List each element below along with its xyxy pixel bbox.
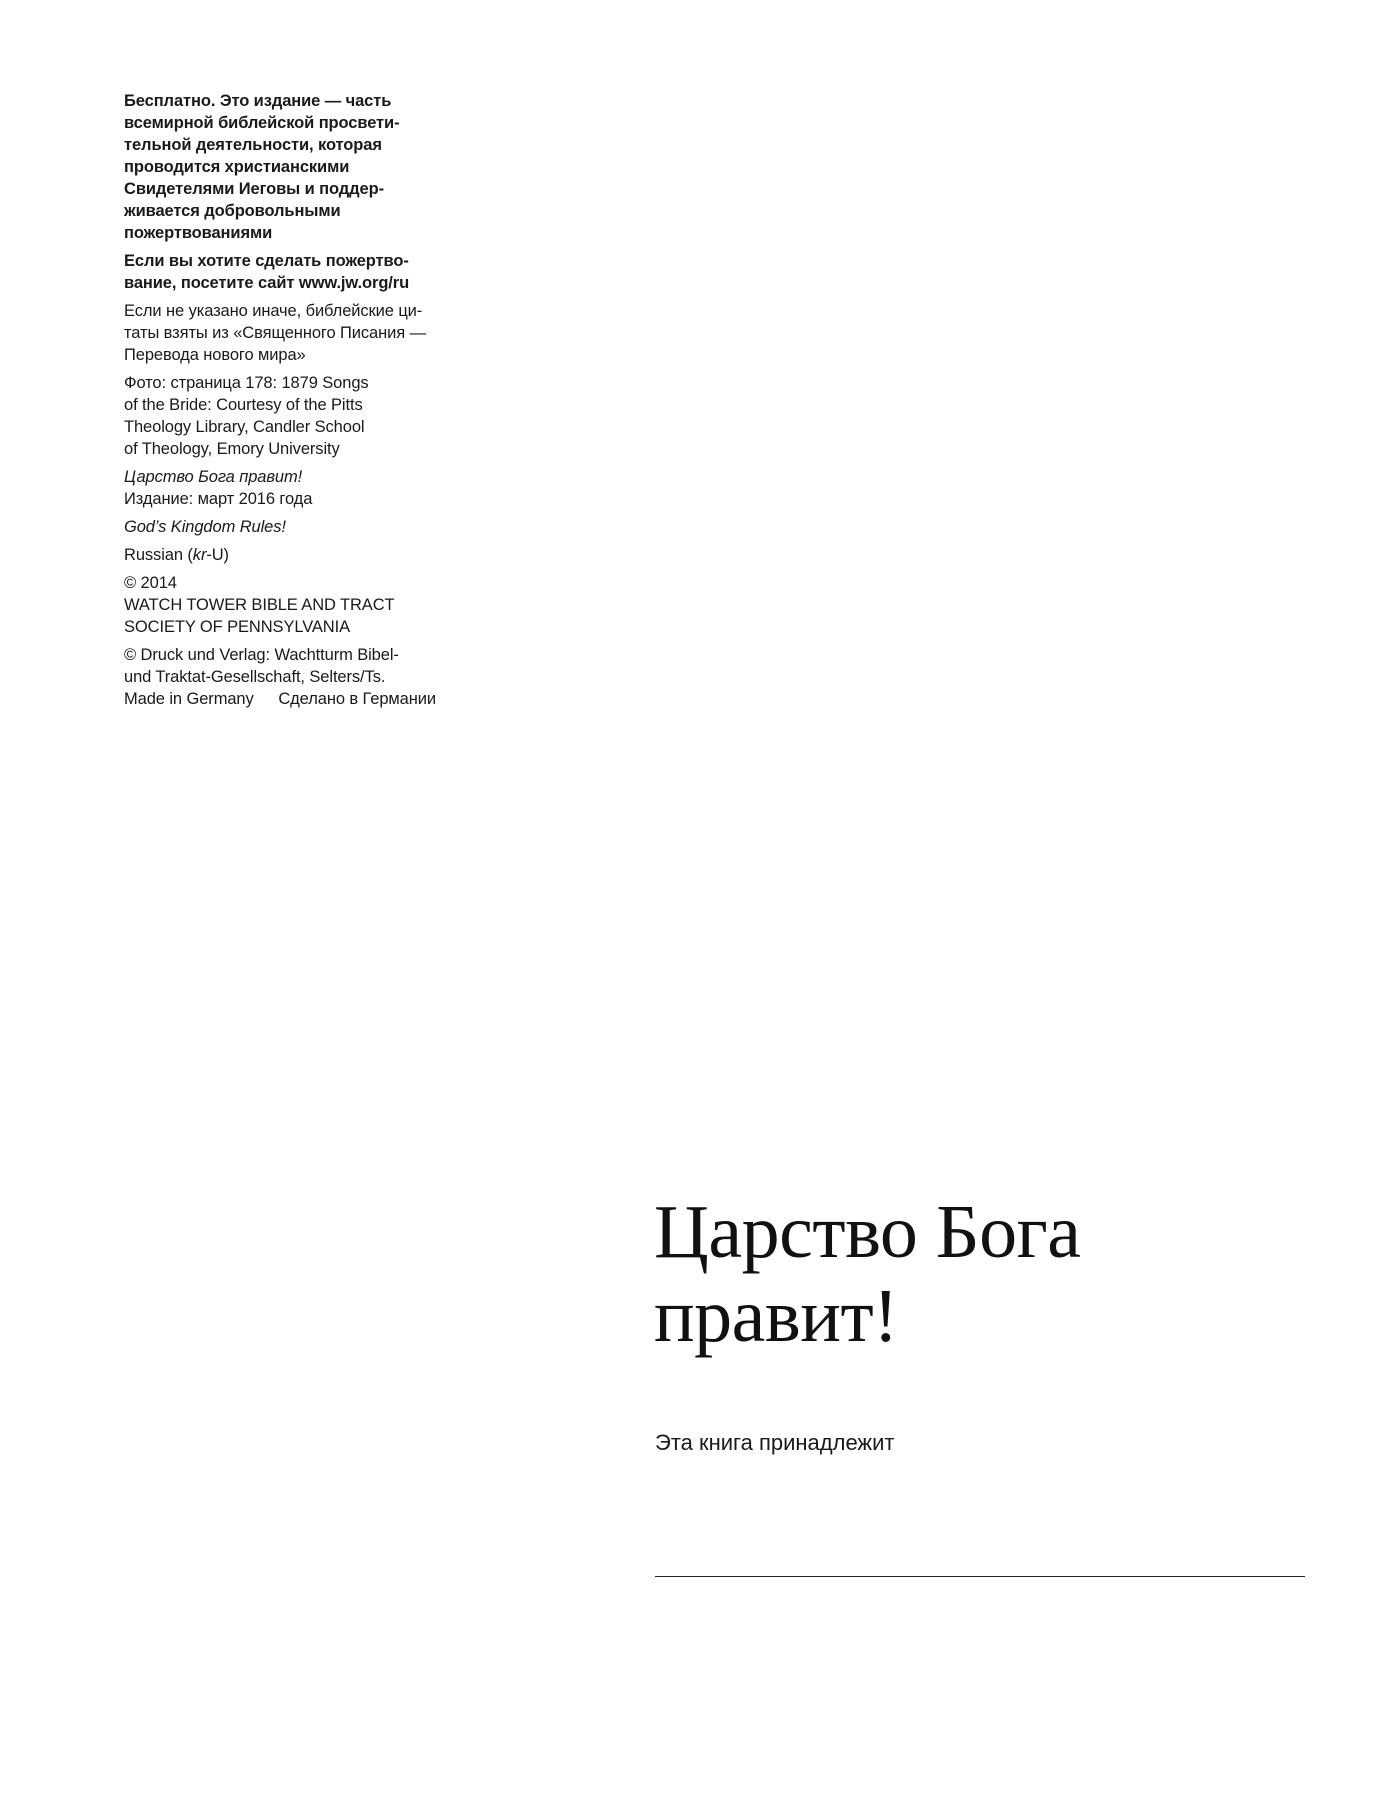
photo-credit-line: Фото: страница 178: 1879 Songs — [124, 374, 369, 392]
copyright — [124, 572, 454, 638]
book-title-line: правит! — [654, 1274, 898, 1358]
bible-note-line: таты взяты из «Священного Писания — — [124, 324, 426, 342]
bible-note — [124, 300, 454, 366]
photo-credit-line: of the Bride: Courtesy of the Pitts — [124, 396, 363, 414]
language-code — [124, 544, 454, 566]
language-code-value: kr — [192, 546, 207, 564]
printer-line: und Traktat-Gesellschaft, Selters/Ts. — [124, 668, 386, 686]
book-title — [654, 1190, 1080, 1358]
free-notice-line: Бесплатно. Это издание — часть — [124, 92, 392, 110]
free-notice-line: проводится христианскими — [124, 158, 350, 176]
title-ru-italic: Царство Бога правит! — [124, 468, 303, 486]
printer-info — [124, 644, 454, 710]
bible-note-line: Перевода нового мира» — [124, 346, 306, 364]
book-title-line: Царство Бога — [654, 1190, 1081, 1274]
free-notice-line: Свидетелями Иеговы и поддер- — [124, 180, 384, 198]
made-in-row — [124, 688, 436, 710]
donate-line: Если вы хотите сделать пожертво- — [124, 252, 409, 270]
donate-line: вание, посетите сайт www.jw.org/ru — [124, 274, 410, 292]
made-in-en: Made in Germany — [124, 690, 254, 708]
photo-credit-line: of Theology, Emory University — [124, 440, 340, 458]
edition-date: Издание: март 2016 года — [124, 490, 313, 508]
language-suffix: -U) — [206, 546, 229, 564]
owner-label: Эта книга принадлежит — [655, 1430, 895, 1455]
copyright-line: WATCH TOWER BIBLE AND TRACT — [124, 596, 395, 614]
free-notice-line: тельной деятельности, которая — [124, 136, 382, 154]
donate-notice — [124, 250, 454, 294]
bible-note-line: Если не указано иначе, библейские ци- — [124, 302, 423, 320]
owner-signature-line — [655, 1576, 1305, 1577]
copyright-line: © 2014 — [124, 574, 177, 592]
copyright-line: SOCIETY OF PENNSYLVANIA — [124, 618, 351, 636]
language-line — [124, 544, 454, 566]
free-notice-line: живается добровольными — [124, 202, 341, 220]
language-prefix: Russian ( — [124, 546, 193, 564]
photo-credit — [124, 372, 454, 460]
printer-line: © Druck und Verlag: Wachtturm Bibel- — [124, 646, 399, 664]
free-notice-line: всемирной библейской просвети- — [124, 114, 400, 132]
free-notice — [124, 90, 454, 244]
colophon — [124, 90, 454, 716]
made-in-ru: Сделано в Германии — [278, 690, 436, 708]
free-notice-line: пожертвованиями — [124, 224, 273, 242]
title-en-italic: God’s Kingdom Rules! — [124, 518, 286, 536]
english-title — [124, 516, 454, 538]
edition-info — [124, 466, 454, 510]
photo-credit-line: Theology Library, Candler School — [124, 418, 365, 436]
